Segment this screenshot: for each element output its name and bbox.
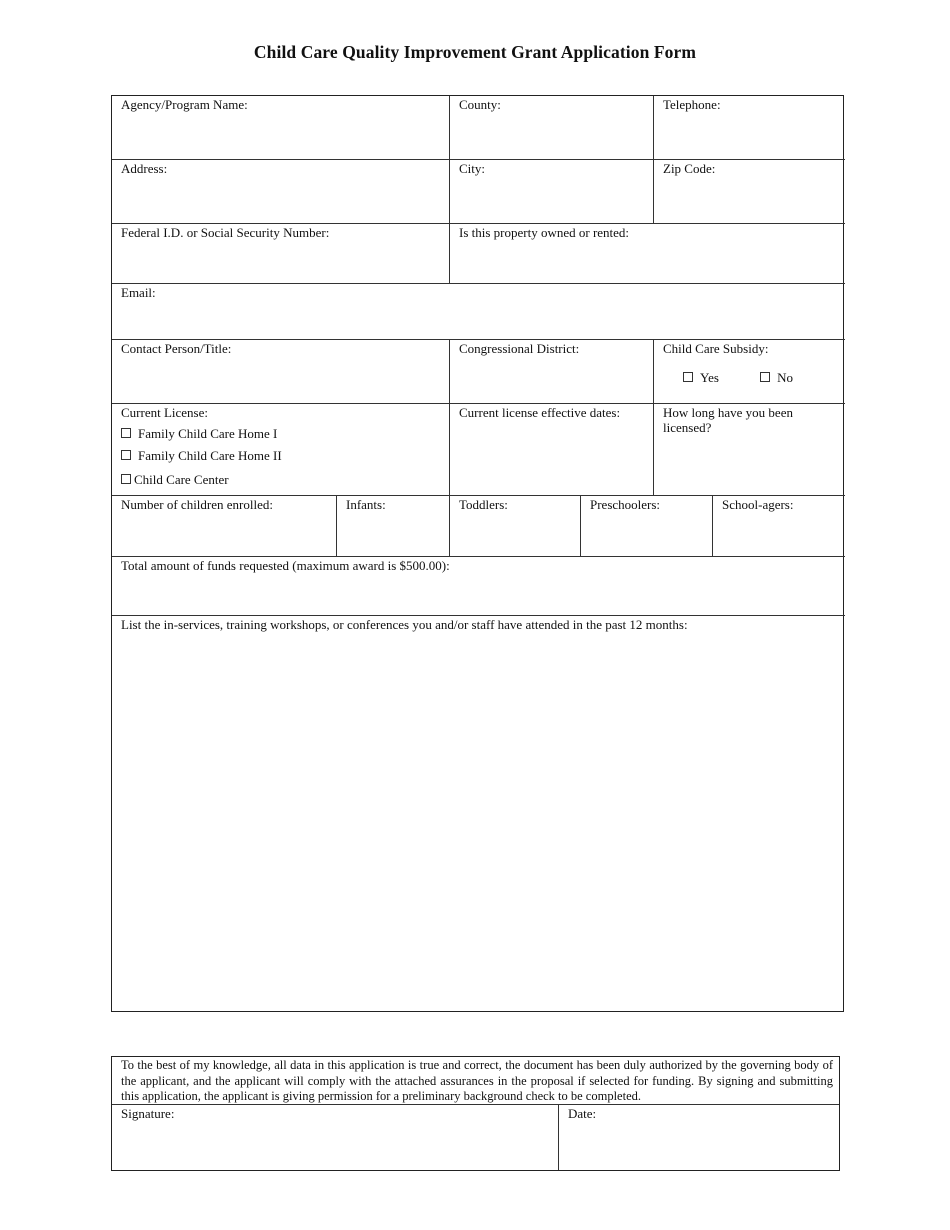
license-dates-field[interactable] xyxy=(450,404,654,496)
certification-text: To the best of my knowledge, all data in this application is true and correct, the document has been duly authorized by the governing body of the applicant, and the applicant will comply with the attached assurances in the proposal if selected for funding. By signing and submitting this application, the applicant is giving permission for a preliminary background check to be completed. xyxy=(112,1057,839,1105)
subsidy-no-option[interactable] xyxy=(760,370,793,385)
agency-name-field[interactable] xyxy=(112,96,450,160)
license-dates-label: Current license effective dates: xyxy=(459,405,621,420)
preschoolers-field[interactable] xyxy=(581,496,713,557)
license-option-label: Family Child Care Home II xyxy=(138,448,282,463)
license-option-center[interactable] xyxy=(121,472,449,487)
infants-label: Infants: xyxy=(346,497,386,512)
application-form xyxy=(111,95,844,1012)
license-option-label: Child Care Center xyxy=(134,472,229,487)
license-option-fcch-2[interactable] xyxy=(121,448,449,463)
toddlers-field[interactable] xyxy=(450,496,581,557)
property-field[interactable] xyxy=(450,224,845,284)
date-label: Date: xyxy=(568,1106,597,1121)
school-agers-label: School-agers: xyxy=(722,497,794,512)
city-field[interactable] xyxy=(450,160,654,224)
infants-field[interactable] xyxy=(337,496,450,557)
trainings-label: List the in-services, training workshops, or conferences you and/or staff have attended in the past 12 months: xyxy=(121,617,688,632)
license-option-fcch-1[interactable] xyxy=(121,426,449,441)
form-title: Child Care Quality Improvement Grant Application Form xyxy=(253,42,697,62)
checkbox-icon[interactable] xyxy=(121,428,131,438)
property-label: Is this property owned or rented: xyxy=(459,225,630,240)
county-field[interactable] xyxy=(450,96,654,160)
email-label: Email: xyxy=(121,285,156,300)
congressional-district-label: Congressional District: xyxy=(459,341,580,356)
how-long-licensed-label: How long have you been licensed? xyxy=(663,405,793,435)
current-license-field xyxy=(112,404,450,496)
checkbox-icon[interactable] xyxy=(760,372,770,382)
school-agers-field[interactable] xyxy=(713,496,845,557)
zip-code-label: Zip Code: xyxy=(663,161,716,176)
child-care-subsidy-field xyxy=(654,340,845,404)
children-enrolled-field[interactable] xyxy=(112,496,337,557)
city-label: City: xyxy=(459,161,486,176)
zip-code-field[interactable] xyxy=(654,160,845,224)
children-enrolled-label: Number of children enrolled: xyxy=(121,497,273,512)
county-label: County: xyxy=(459,97,501,112)
agency-name-label: Agency/Program Name: xyxy=(121,97,248,112)
address-field[interactable] xyxy=(112,160,450,224)
certification-section xyxy=(111,1056,840,1171)
how-long-licensed-field[interactable] xyxy=(654,404,845,496)
federal-id-field[interactable] xyxy=(112,224,450,284)
contact-person-field[interactable] xyxy=(112,340,450,404)
subsidy-yes-label: Yes xyxy=(700,370,719,385)
signature-field[interactable] xyxy=(112,1105,559,1170)
current-license-label: Current License: xyxy=(121,405,208,420)
funds-requested-label: Total amount of funds requested (maximum award is $500.00): xyxy=(121,558,450,573)
child-care-subsidy-label: Child Care Subsidy: xyxy=(663,341,769,356)
federal-id-label: Federal I.D. or Social Security Number: xyxy=(121,225,330,240)
telephone-label: Telephone: xyxy=(663,97,721,112)
date-field[interactable] xyxy=(559,1105,839,1170)
telephone-field[interactable] xyxy=(654,96,845,160)
preschoolers-label: Preschoolers: xyxy=(590,497,661,512)
address-label: Address: xyxy=(121,161,168,176)
trainings-field[interactable] xyxy=(112,616,845,1011)
checkbox-icon[interactable] xyxy=(121,474,131,484)
subsidy-yes-option[interactable] xyxy=(683,370,719,385)
license-option-label: Family Child Care Home I xyxy=(138,426,278,441)
congressional-district-field[interactable] xyxy=(450,340,654,404)
subsidy-no-label: No xyxy=(777,370,794,385)
checkbox-icon[interactable] xyxy=(683,372,693,382)
email-field[interactable] xyxy=(112,284,845,340)
contact-person-label: Contact Person/Title: xyxy=(121,341,232,356)
signature-label: Signature: xyxy=(121,1106,175,1121)
checkbox-icon[interactable] xyxy=(121,450,131,460)
toddlers-label: Toddlers: xyxy=(459,497,508,512)
funds-requested-field[interactable] xyxy=(112,557,845,616)
